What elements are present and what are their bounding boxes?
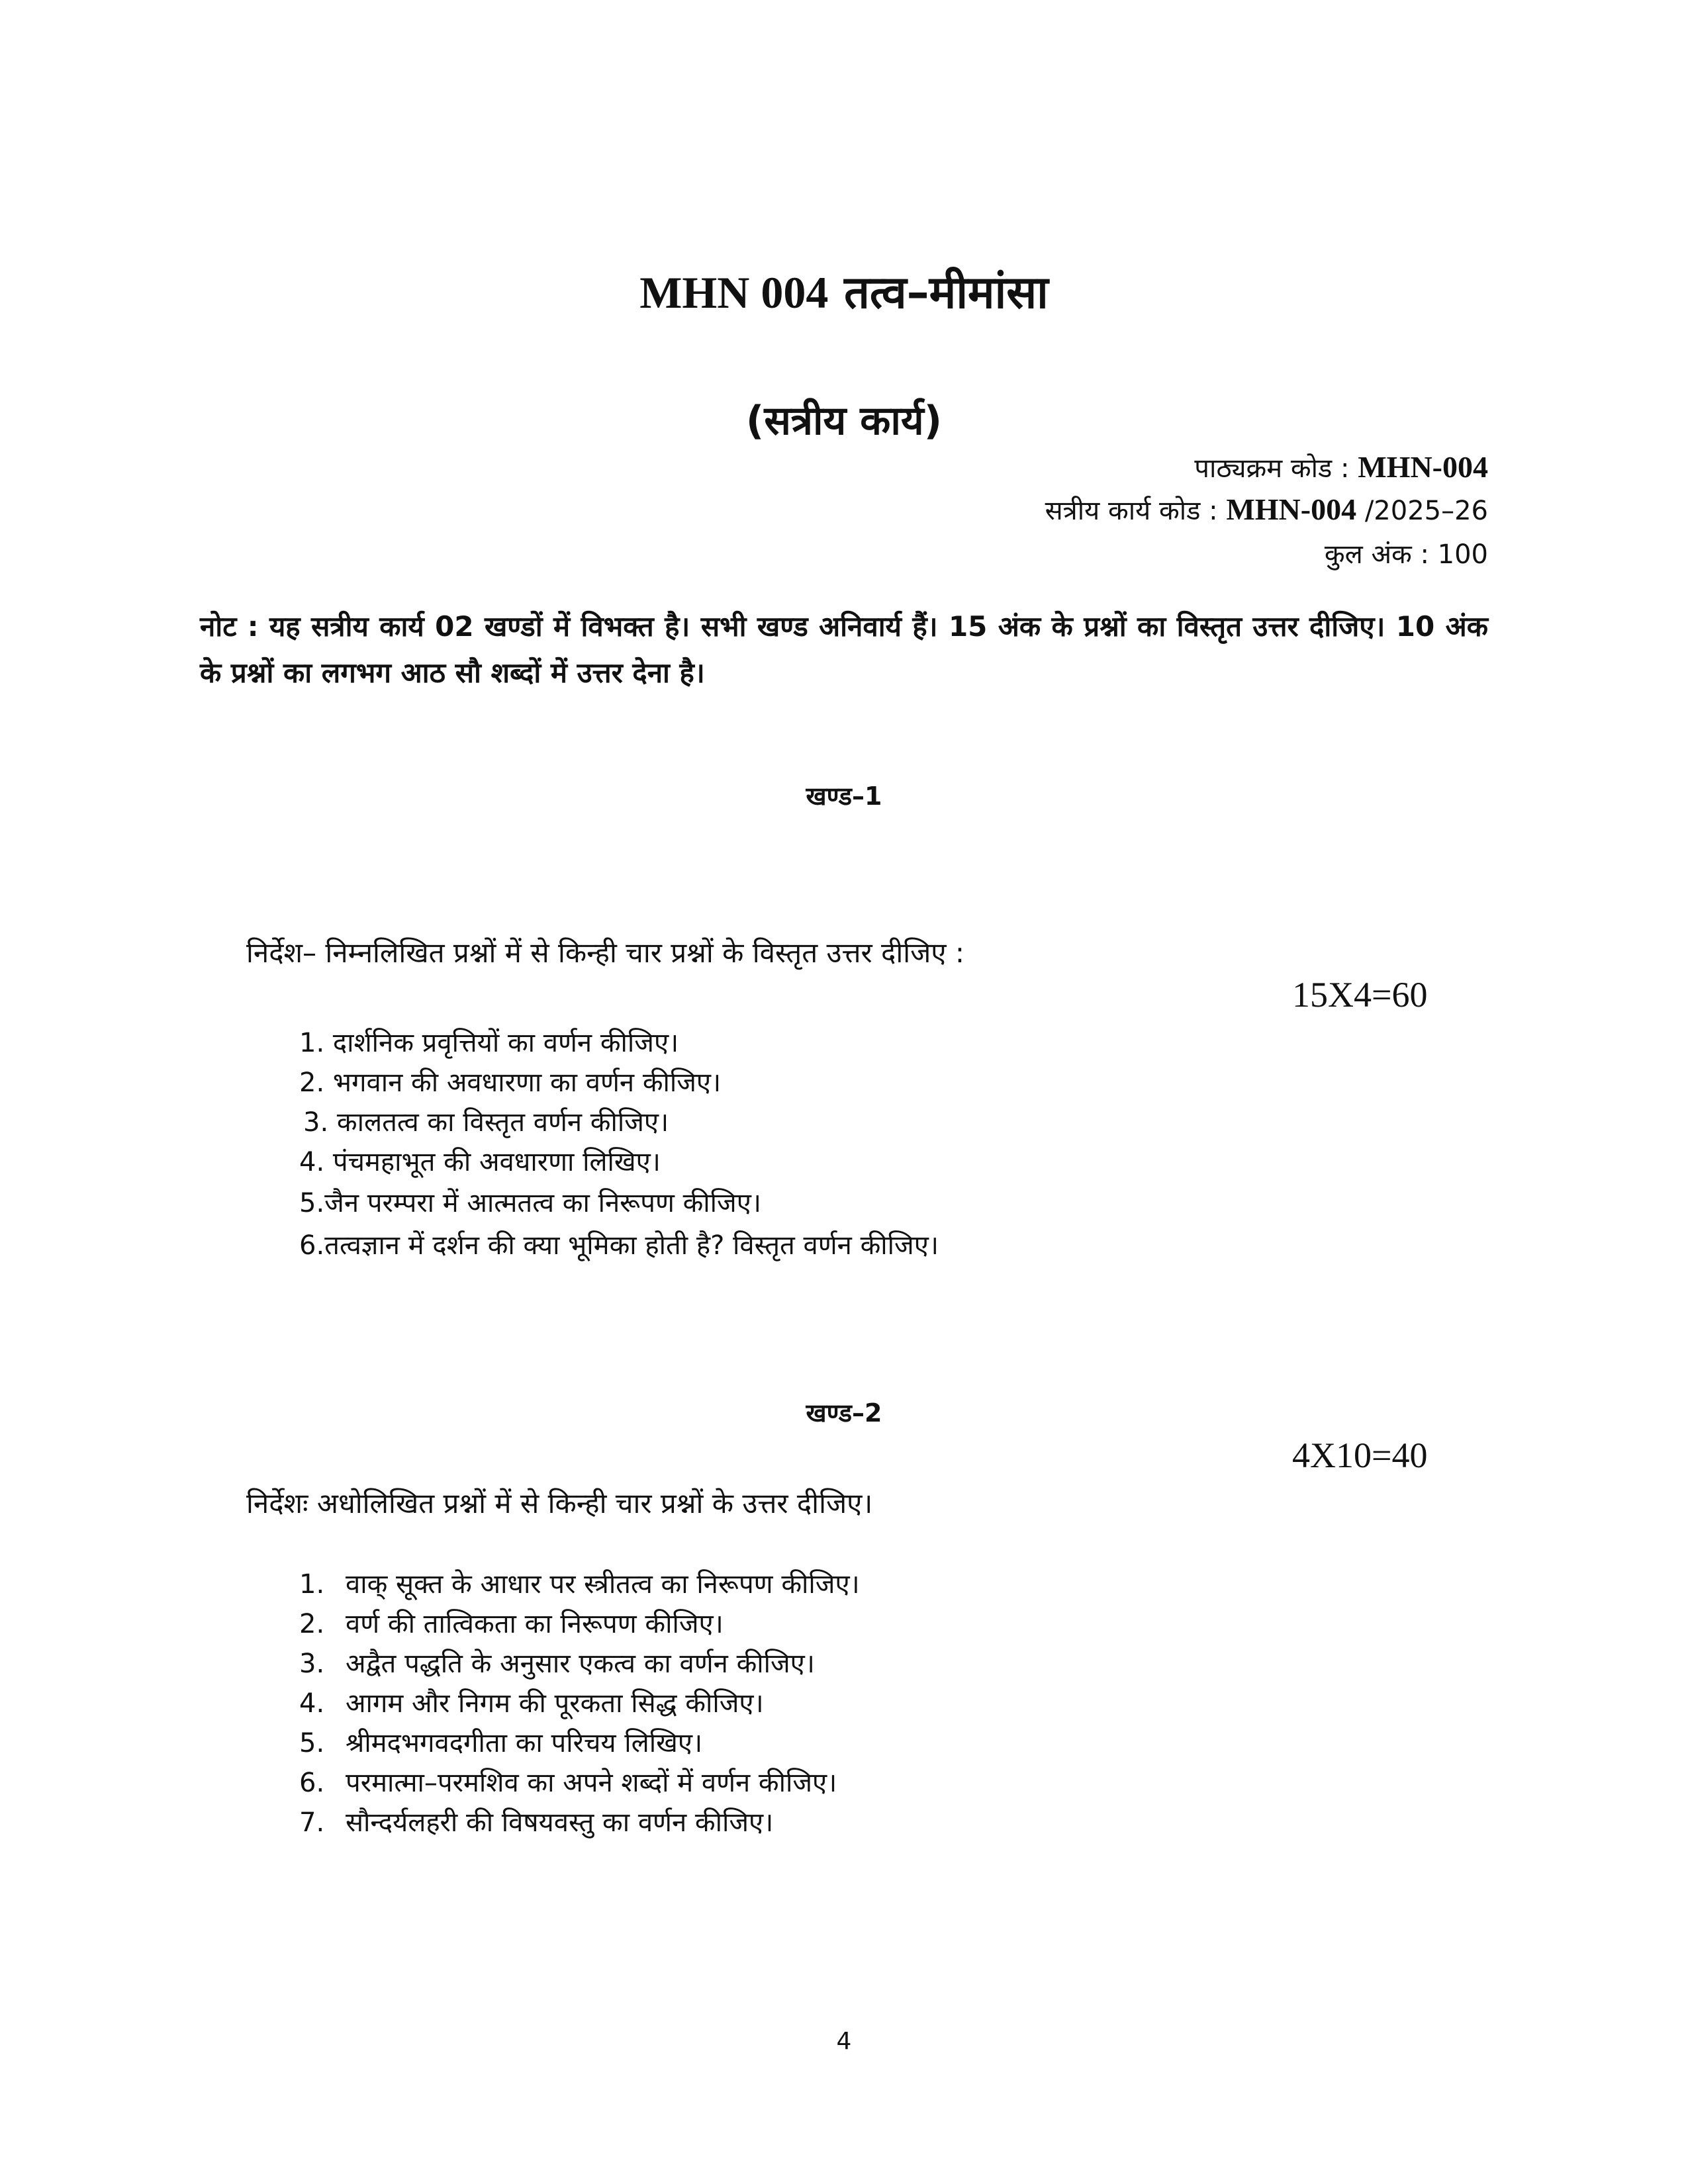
question-text: परमात्मा–परमशिव का अपने शब्दों में वर्णन कीजिए। <box>346 1768 837 1798</box>
section-2-question <box>299 1723 702 1760</box>
section-1-instruction: निर्देश– निम्नलिखित प्रश्नों में से किन्ही चार प्रश्नों के विस्तृत उत्तर दीजिए : <box>246 936 965 969</box>
assignment-code-label: सत्रीय कार्य कोड : <box>1045 496 1218 526</box>
question-number: 3. <box>299 1649 325 1679</box>
question-number: 5. <box>299 1728 325 1758</box>
assignment-code-line <box>1045 491 1488 527</box>
section-1-marks: 15X4=60 <box>1292 975 1428 1015</box>
document-subtitle: (सत्रीय कार्य) <box>745 398 943 444</box>
question-text: वर्ण की तात्विकता का निरूपण कीजिए। <box>346 1609 724 1639</box>
total-marks-value: 100 <box>1437 539 1488 570</box>
section-1-question: 4. पंचमहाभूत की अवधारणा लिखिए। <box>299 1147 661 1177</box>
assignment-code-value: MHN-004 <box>1226 492 1357 526</box>
total-marks-label: कुल अंक : <box>1324 539 1429 570</box>
section-2-question <box>299 1803 773 1839</box>
question-text: वाक् सूक्त के आधार पर स्त्रीतत्व का निरूपण कीजिए। <box>346 1569 860 1600</box>
section-2-instruction: निर्देशः अधोलिखित प्रश्नों में से किन्ही चार प्रश्नों के उत्तर दीजिए। <box>246 1487 873 1520</box>
section-2-question <box>299 1763 837 1799</box>
question-text: श्रीमदभगवदगीता का परिचय लिखिए। <box>346 1728 703 1758</box>
section-1-question: 1. दार्शनिक प्रवृत्तियों का वर्णन कीजिए। <box>299 1028 679 1058</box>
section-1-question: 6.तत्वज्ञान में दर्शन की क्या भूमिका होती है? विस्तृत वर्णन कीजिए। <box>299 1230 939 1261</box>
question-number: 4. <box>299 1688 325 1719</box>
course-code-label: पाठ्यक्रम कोड : <box>1194 453 1350 484</box>
section-1-question: 5.जैन परम्परा में आत्मतत्व का निरूपण कीजिए। <box>299 1188 761 1218</box>
section-2-heading: खण्ड–2 <box>806 1398 882 1428</box>
question-number: 6. <box>299 1768 325 1798</box>
assignment-year: /2025–26 <box>1364 496 1488 526</box>
section-2-question <box>299 1565 860 1601</box>
section-2-question <box>299 1644 815 1680</box>
question-text: सौन्दर्यलहरी की विषयवस्तु का वर्णन कीजिए। <box>346 1807 774 1838</box>
course-code-value: MHN-004 <box>1358 450 1488 484</box>
total-marks-line <box>1325 535 1488 571</box>
section-2-question <box>299 1604 724 1641</box>
section-1-question: 3. कालतत्व का विस्तृत वर्णन कीजिए। <box>303 1107 669 1138</box>
section-1-heading: खण्ड–1 <box>806 782 882 811</box>
document-title <box>0 259 1688 321</box>
section-2-question <box>299 1684 764 1720</box>
page-number: 4 <box>836 2028 852 2055</box>
course-code-line <box>1194 449 1488 485</box>
section-2-marks: 4X10=40 <box>1292 1435 1428 1475</box>
section-1-question: 2. भगवान की अवधारणा का वर्णन कीजिए। <box>299 1068 722 1098</box>
question-number: 2. <box>299 1609 325 1639</box>
note-paragraph: नोट : यह सत्रीय कार्य 02 खण्डों में विभक्त है। सभी खण्ड अनिवार्य हैं। 15 अंक के प्रश्नों का विस्तृत उत्तर दीजिए। 10 अंक के प्रश्नों का लगभग आठ सौ शब्दों में उत्तर देना है। <box>200 610 1488 689</box>
question-text: आगम और निगम की पूरकता सिद्ध कीजिए। <box>346 1688 764 1719</box>
title-course-code: MHN 004 <box>639 267 829 318</box>
question-text: अद्वैत पद्धति के अनुसार एकत्व का वर्णन कीजिए। <box>346 1649 815 1679</box>
question-number: 1. <box>299 1569 325 1600</box>
title-text: तत्व–मीमांसा <box>844 267 1049 319</box>
question-number: 7. <box>299 1807 325 1838</box>
